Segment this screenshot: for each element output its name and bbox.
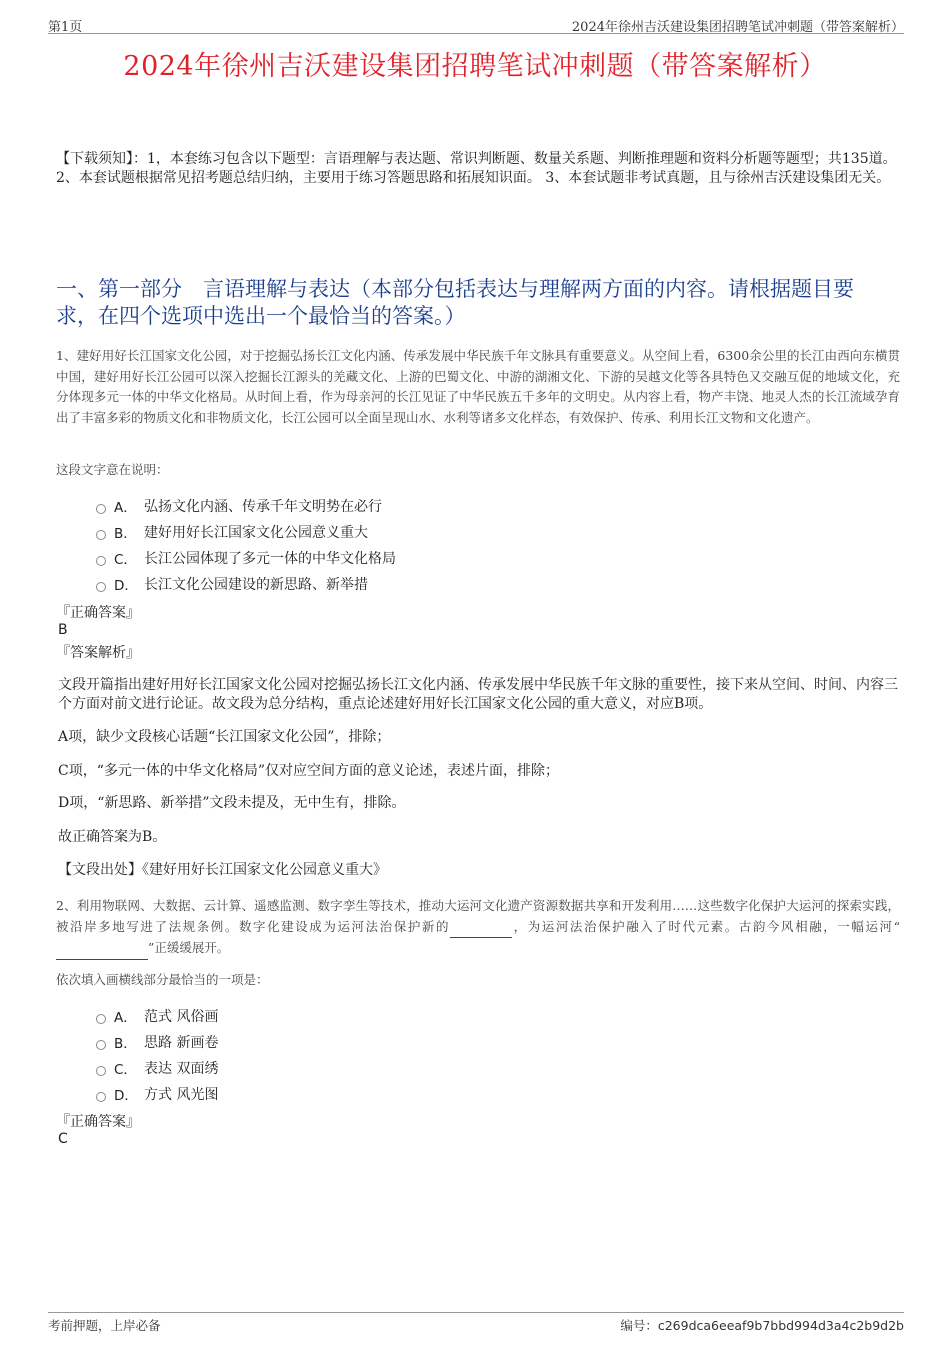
option-text: 建好用好长江国家文化公园意义重大: [144, 525, 368, 541]
footer-code: [620, 1316, 904, 1334]
option-letter: D．: [114, 578, 138, 594]
radio-icon[interactable]: [96, 582, 106, 592]
radio-icon[interactable]: [96, 530, 106, 540]
radio-icon[interactable]: [96, 1040, 106, 1050]
q2-answer-label: 『正确答案』: [56, 1114, 140, 1130]
option-text: 表达 双面绣: [144, 1061, 219, 1077]
q1-prompt: 这段文字意在说明：: [56, 462, 169, 477]
page-header: [48, 14, 904, 34]
q2-prompt: 依次填入画横线部分最恰当的一项是：: [56, 972, 269, 987]
footer-code-label: 编号：: [620, 1318, 658, 1333]
download-notice: 【下载须知】：1，本套练习包含以下题型：言语理解与表达题、常识判断题、数量关系题、判断推理题和资料分析题等题型；共135道。 2、本套试题根据常见招考题总结归纳，主要用于练习答题思路和拓展知识面。 3、本套试题非考试真题，且与徐州吉沃建设集团无关。: [56, 151, 897, 186]
q2-text-b: ，为运河法治保护融入了时代元素。古韵今风相融，一幅运河“: [512, 918, 900, 934]
option-letter: D．: [114, 1088, 138, 1104]
q2-passage: [56, 896, 900, 960]
q1-analysis-main: 文段开篇指出建好用好长江国家文化公园对挖掘弘扬长江文化内涵、传承发展中华民族千年文脉的重要性，接下来从空间、时间、内容三个方面对前文进行论证。故文段为总分结构，重点论述建好用好长江国家文化公园的重大意义，对应B项。: [58, 677, 898, 712]
radio-icon[interactable]: [96, 556, 106, 566]
option-letter: A．: [114, 1010, 137, 1026]
q1-passage: 1、建好用好长江国家文化公园，对于挖掘弘扬长江文化内涵、传承发展中华民族千年文脉具有重要意义。从空间上看，6300余公里的长江由西向东横贯中国，建好用好长江公园可以深入挖掘长江源头的羌藏文化、上游的巴蜀文化、中游的湖湘文化、下游的吴越文化等各具特色又交融互促的地域文化，充分体现多元一体的中华文化格局。从时间上看，作为母亲河的长江见证了中华民族五千多年的文明史。从内容上看，物产丰饶、地灵人杰的长江流域孕育出了丰富多彩的物质文化和非物质文化，长江公园可以全面呈现山水、水利等诸多文化样态，有效保护、传承、利用长江文物和文化遗产。: [56, 348, 900, 425]
section-title: 一、第一部分 言语理解与表达（本部分包括表达与理解两方面的内容。请根据题目要求，在四个选项中选出一个最恰当的答案。）: [56, 277, 854, 328]
q2-text-a: 2、利用物联网、大数据、云计算、遥感监测、数字孪生等技术，推动大运河文化遗产资源数据共享和开发利用……这些数字化保护大运河的探索实践，被沿岸多地写进了法规条例。数字化建设成为运河法治保护新的: [56, 898, 900, 934]
radio-icon[interactable]: [96, 504, 106, 514]
option-text: 方式 风光图: [144, 1087, 219, 1103]
q1-option-d[interactable]: [96, 571, 396, 597]
q1-analysis-d: D项，“新思路、新举措”文段未提及，无中生有，排除。: [58, 795, 406, 811]
q1-analysis-conclusion: 故正确答案为B。: [58, 829, 167, 845]
option-letter: C．: [114, 1062, 137, 1078]
page-number: 第1页: [48, 20, 83, 35]
q1-answer: B: [58, 622, 68, 638]
q1-analysis-a: A项，缺少文段核心话题“长江国家文化公园”，排除；: [58, 729, 391, 745]
footer-slogan: 考前押题，上岸必备: [48, 1318, 161, 1333]
q1-option-b[interactable]: [96, 519, 396, 545]
q2-blank-1: [450, 917, 512, 939]
q1-option-a[interactable]: [96, 493, 396, 519]
option-text: 长江公园体现了多元一体的中华文化格局: [144, 551, 396, 567]
q2-option-a[interactable]: [96, 1003, 218, 1029]
option-text: 思路 新画卷: [144, 1035, 219, 1051]
q1-analysis-c: C项，“多元一体的中华文化格局”仅对应空间方面的意义论述，表述片面，排除；: [58, 763, 560, 779]
q2-text-c: ”正缓缓展开。: [148, 940, 230, 955]
page-footer: [48, 1312, 904, 1336]
page-title: 2024年徐州吉沃建设集团招聘笔试冲刺题（带答案解析）: [123, 51, 827, 82]
radio-icon[interactable]: [96, 1066, 106, 1076]
q2-blank-2: [56, 938, 148, 960]
option-text: 范式 风俗画: [144, 1009, 219, 1025]
option-letter: B．: [114, 1036, 137, 1052]
q1-source: 【文段出处】《建好用好长江国家文化公园意义重大》: [58, 862, 387, 878]
q1-analysis-label: 『答案解析』: [56, 645, 140, 661]
option-letter: B．: [114, 526, 137, 542]
q2-option-b[interactable]: [96, 1029, 218, 1055]
q1-options: [96, 493, 396, 597]
q2-option-d[interactable]: [96, 1081, 218, 1107]
q1-option-c[interactable]: [96, 545, 396, 571]
q1-answer-label: 『正确答案』: [56, 605, 140, 621]
option-letter: A．: [114, 500, 137, 516]
option-text: 弘扬文化内涵、传承千年文明势在必行: [144, 499, 382, 515]
option-text: 长江文化公园建设的新思路、新举措: [144, 577, 368, 593]
footer-code-value: c269dca6eeaf9b7bbd994d3a4c2b9d2b: [657, 1318, 904, 1333]
header-doc-title: 2024年徐州吉沃建设集团招聘笔试冲刺题（带答案解析）: [571, 20, 904, 35]
radio-icon[interactable]: [96, 1092, 106, 1102]
q2-options: [96, 1003, 218, 1107]
q2-option-c[interactable]: [96, 1055, 218, 1081]
q2-answer: C: [58, 1131, 68, 1147]
radio-icon[interactable]: [96, 1014, 106, 1024]
option-letter: C．: [114, 552, 137, 568]
